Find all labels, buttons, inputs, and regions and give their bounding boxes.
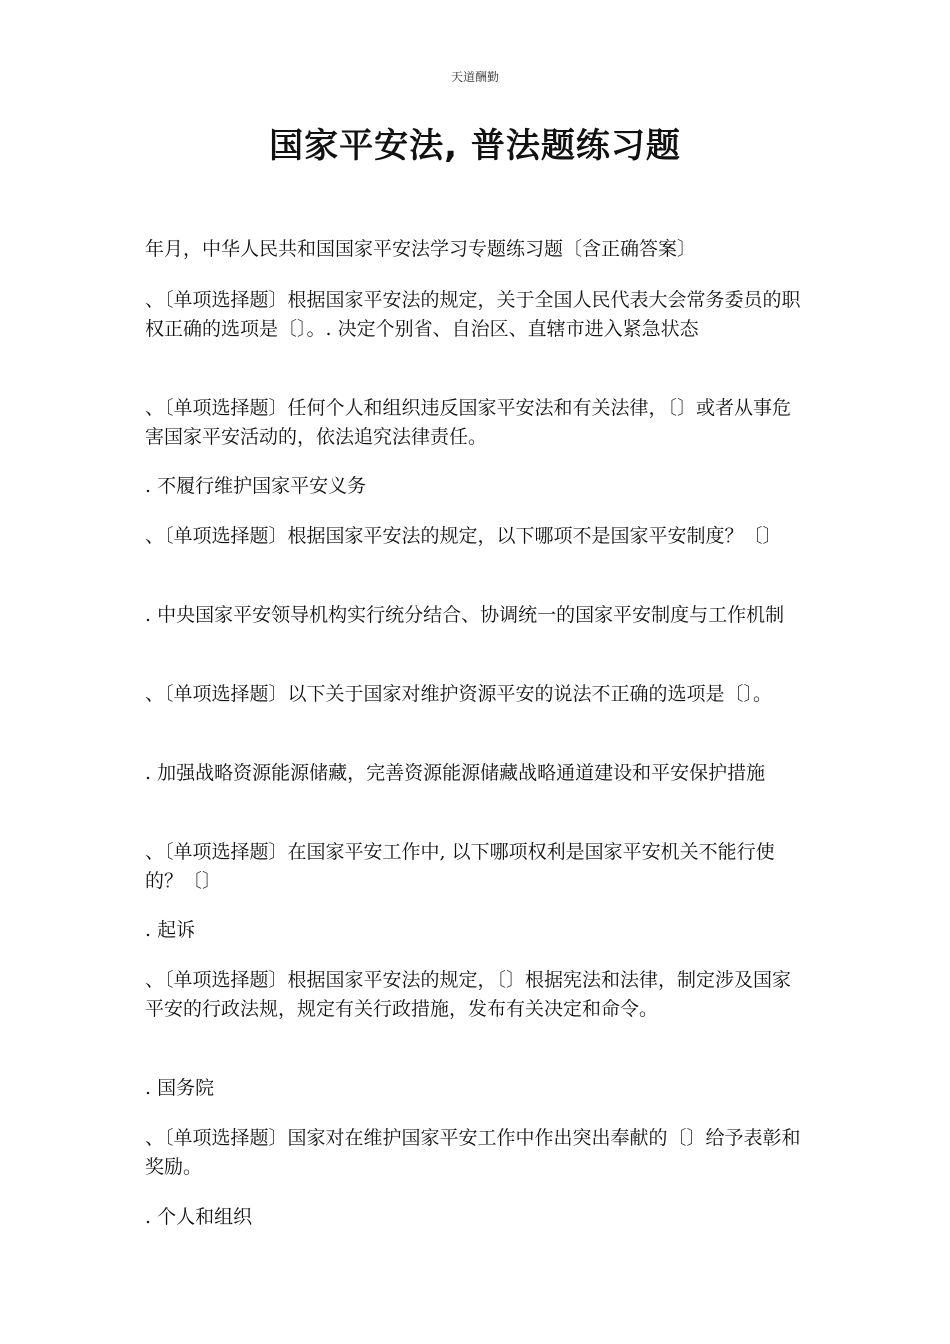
- answer-3: . 中央国家平安领导机构实行统分结合、协调统一的国家平安制度与工作机制: [145, 604, 785, 626]
- question-3: 、〔单项选择题〕根据国家平安法的规定，以下哪项不是国家平安制度？〔〕: [145, 525, 782, 547]
- document-title: 国家平安法, 普法题练习题: [269, 126, 681, 166]
- intro-paragraph: 年月，中华人民共和国国家平安法学习专题练习题〔含正确答案〕: [145, 238, 697, 260]
- question-4: 、〔单项选择题〕以下关于国家对维护资源平安的说法不正确的选项是〔〕。: [145, 683, 773, 705]
- page-header: 天道酬勤: [450, 70, 499, 84]
- question-7: 、〔单项选择题〕国家对在维护国家平安工作中作出突出奉献的〔〕给予表彰和奖励。: [145, 1127, 801, 1178]
- answer-4: . 加强战略资源能源储藏，完善资源能源储藏战略通道建设和平安保护措施: [145, 762, 766, 784]
- answer-6: . 国务院: [145, 1077, 215, 1099]
- question-2: 、〔单项选择题〕任何个人和组织违反国家平安法和有关法律，〔〕或者从事危害国家平安活动的，依法追究法律责任。: [145, 397, 792, 448]
- question-6: 、〔单项选择题〕根据国家平安法的规定，〔〕根据宪法和法律，制定涉及国家平安的行政法规，规定有关行政措施，发布有关决定和命令。: [145, 969, 792, 1020]
- answer-5: . 起诉: [145, 919, 196, 941]
- question-5: 、〔单项选择题〕在国家平安工作中, 以下哪项权利是国家平安机关不能行使的？〔〕: [145, 841, 775, 892]
- question-1: 、〔单项选择题〕根据国家平安法的规定，关于全国人民代表大会常务委员的职权正确的选项是〔〕。. 决定个别省、自治区、直辖市进入紧急状态: [145, 289, 801, 340]
- answer-2: . 不履行维护国家平安义务: [145, 475, 367, 497]
- answer-7: . 个人和组织: [145, 1206, 253, 1228]
